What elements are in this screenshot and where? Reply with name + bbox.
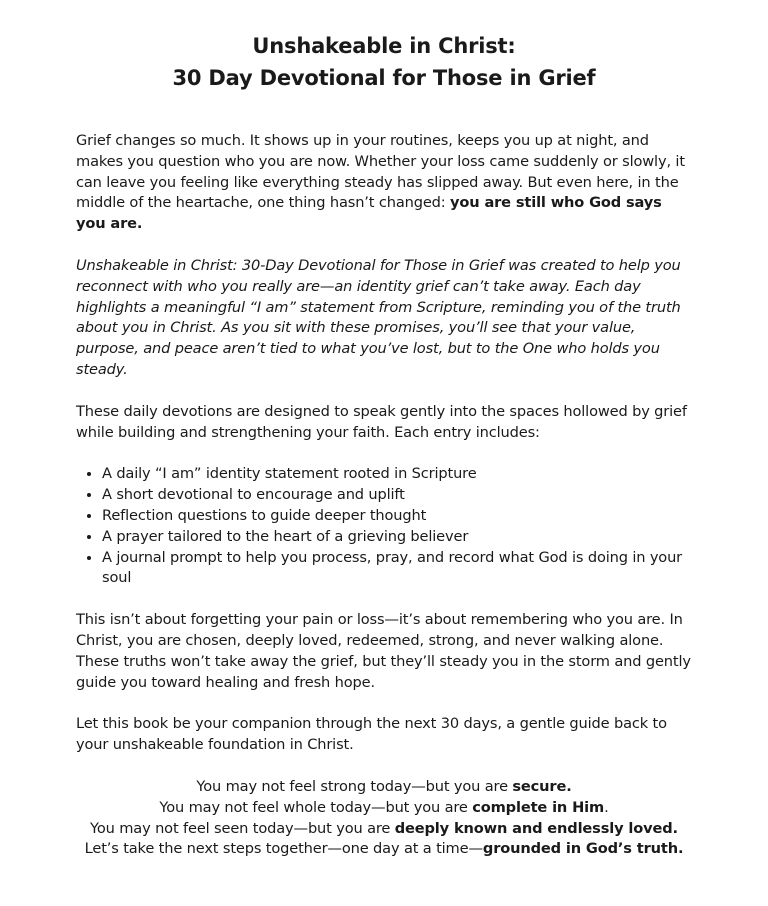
list-item: • A short devotional to encourage and uplift [102, 485, 692, 506]
closing-affirmations [76, 777, 692, 860]
closing-line-3-text: You may not feel seen today—but you are [90, 819, 395, 837]
closing-line-2 [76, 798, 692, 819]
list-item: • A daily “I am” identity statement rooted in Scripture [102, 464, 692, 485]
closing-line-4 [76, 839, 692, 860]
closing-line-1 [76, 777, 692, 798]
closing-line-1-text: You may not feel strong today—but you are [196, 777, 513, 795]
purpose-paragraph: This isn’t about forgetting your pain or loss—it’s about remembering who you are. In Christ, you are chosen, deeply loved, redeemed, strong, and never walking alone. These truths won’t take away the grief, but they’ll steady you in the storm and gently guide you toward healing and fresh hope. [76, 611, 691, 691]
list-item: • A journal prompt to help you process, pray, and record what God is doing in your soul [102, 548, 692, 590]
closing-line-2-after: . [604, 798, 609, 816]
closing-line-2-emphasis: complete in Him [472, 798, 605, 816]
includes-list [76, 464, 692, 589]
closing-line-4-emphasis: grounded in God’s truth. [482, 840, 684, 858]
title-line-2: 30 Day Devotional for Those in Grief [172, 66, 596, 90]
title-line-1: Unshakeable in Christ: [252, 34, 516, 58]
description-paragraph: Unshakeable in Christ: 30-Day Devotional for Those in Grief was created to help you reconnect with who you really are—an identity grief can’t take away. Each day highlights a meaningful “I am” statement from Scripture, reminding you of the truth about you in Christ. As you sit with these promises, you’ll see that your value, purpose, and peace aren’t tied to what you’ve lost, but to the One who holds you steady. [76, 256, 681, 378]
closing-line-3 [76, 819, 692, 840]
intro-emphasis: you are still who God says you are. [76, 194, 662, 233]
intro-paragraph [76, 131, 692, 235]
closing-line-2-text: You may not feel whole today—but you are [159, 798, 473, 816]
closing-line-1-emphasis: secure. [512, 777, 572, 795]
list-item: • A prayer tailored to the heart of a grieving believer [102, 527, 692, 548]
includes-intro-paragraph: These daily devotions are designed to speak gently into the spaces hollowed by grief while building and strengthening your faith. Each entry includes: [76, 402, 687, 441]
intro-text: Grief changes so much. It shows up in your routines, keeps you up at night, and makes you question who you are now. Whether your loss came suddenly or slowly, it can leave you feeling like everything steady has slipped away. But even here, in the middle of the heartache, one thing hasn’t changed: [76, 132, 685, 212]
closing-line-4-text: Let’s take the next steps together—one day at a time— [84, 840, 483, 858]
document-title [76, 30, 692, 94]
closing-line-3-emphasis: deeply known and endlessly loved. [394, 819, 678, 837]
invitation-paragraph: Let this book be your companion through the next 30 days, a gentle guide back to your unshakeable foundation in Christ. [76, 715, 667, 754]
list-item: • Reflection questions to guide deeper thought [102, 506, 692, 527]
